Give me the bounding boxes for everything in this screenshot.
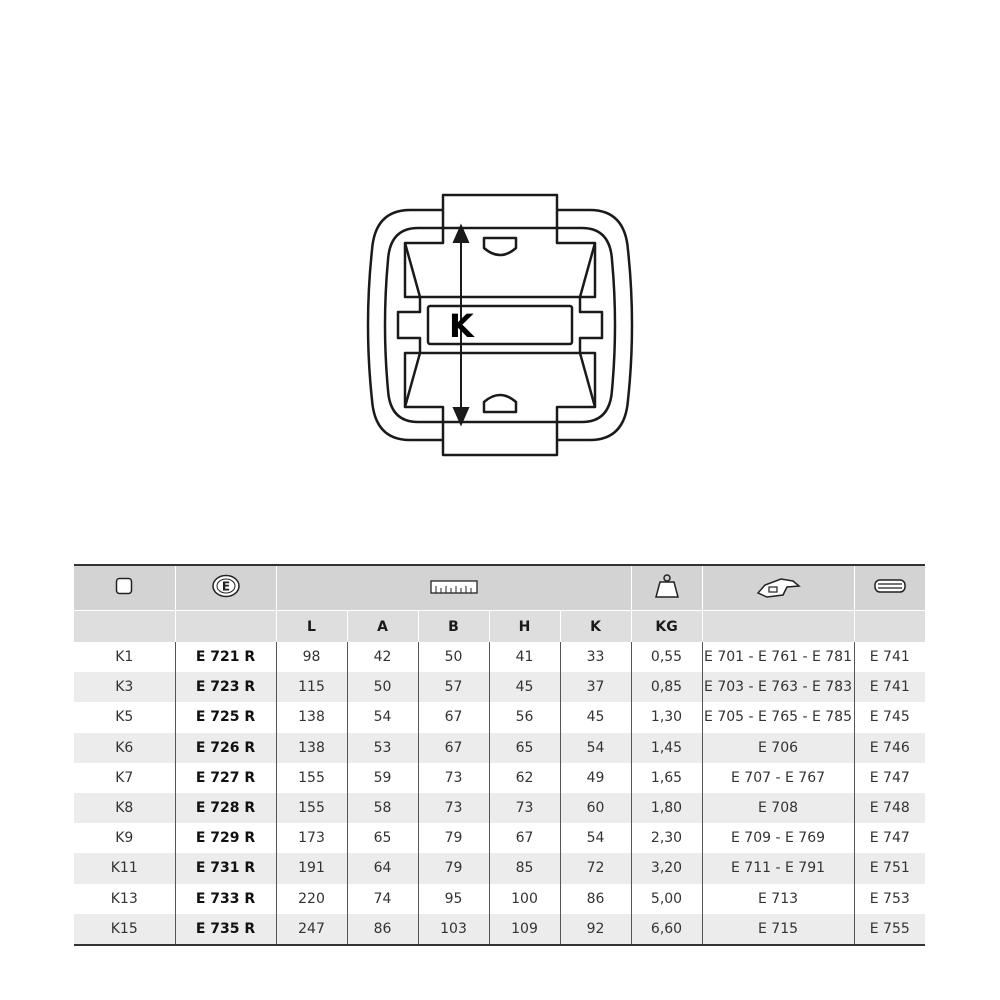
a-cell: 86 <box>347 914 418 945</box>
model-cell: K6 <box>74 733 175 763</box>
kg-cell: 0,85 <box>631 672 702 702</box>
weight-icon <box>655 573 679 603</box>
header-cell-dimensions <box>276 565 631 611</box>
top-plate <box>443 195 557 228</box>
model-cell: K13 <box>110 890 138 907</box>
pin-cell: E 755 <box>854 914 925 945</box>
adapter-cell: E 713 <box>702 884 854 914</box>
table-row <box>74 763 925 793</box>
b-cell: 103 <box>418 914 489 945</box>
l-cell: 98 <box>276 642 347 672</box>
a-cell: 59 <box>347 763 418 793</box>
code-cell: E 723 R <box>175 672 276 702</box>
a-cell: 74 <box>347 884 418 914</box>
kg-cell: 1,65 <box>631 763 702 793</box>
column-label-h: H <box>489 611 560 643</box>
kg-cell: 5,00 <box>631 884 702 914</box>
header-cell-code <box>175 565 276 611</box>
code-cell: E 733 R <box>175 884 276 914</box>
pin-cell: E 745 <box>854 702 925 732</box>
model-cell: K1 <box>115 649 134 666</box>
column-label-l: L <box>276 611 347 643</box>
l-cell: 138 <box>276 702 347 732</box>
a-cell: 65 <box>347 823 418 853</box>
h-cell: 85 <box>489 853 560 883</box>
l-cell: 155 <box>276 793 347 823</box>
table-row <box>74 672 925 702</box>
kg-cell: 1,30 <box>631 702 702 732</box>
adapter-cell: E 701 - E 761 - E 781 <box>702 642 854 672</box>
k-cell: 49 <box>560 763 631 793</box>
circle-e-icon <box>211 574 241 602</box>
model-cell: K7 <box>115 769 134 786</box>
k-cell: 92 <box>560 914 631 945</box>
h-cell: 73 <box>489 793 560 823</box>
bottom-slot <box>484 395 516 412</box>
column-label-row <box>74 611 925 643</box>
h-cell: 65 <box>489 733 560 763</box>
kg-cell: 0,55 <box>631 642 702 672</box>
pin-cell: E 753 <box>854 884 925 914</box>
header-cell-adapter <box>702 565 854 611</box>
b-cell: 73 <box>418 763 489 793</box>
pin-cell: E 741 <box>854 672 925 702</box>
table-body <box>74 642 925 945</box>
code-cell: E 726 R <box>175 733 276 763</box>
h-cell: 45 <box>489 672 560 702</box>
h-cell: 109 <box>489 914 560 945</box>
header-cell-weight <box>631 565 702 611</box>
kg-cell: 3,20 <box>631 853 702 883</box>
l-cell: 247 <box>276 914 347 945</box>
l-cell: 155 <box>276 763 347 793</box>
b-cell: 67 <box>418 733 489 763</box>
a-cell: 53 <box>347 733 418 763</box>
table-row <box>74 914 925 945</box>
b-cell: 95 <box>418 884 489 914</box>
b-cell: 50 <box>418 642 489 672</box>
spec-table <box>74 564 925 946</box>
kg-cell: 1,80 <box>631 793 702 823</box>
pin-cell: E 748 <box>854 793 925 823</box>
pin-cell: E 747 <box>854 763 925 793</box>
k-cell: 54 <box>560 823 631 853</box>
kg-cell: 1,45 <box>631 733 702 763</box>
pin-cell: E 741 <box>854 642 925 672</box>
code-cell: E 725 R <box>175 702 276 732</box>
a-cell: 50 <box>347 672 418 702</box>
adapter-cell: E 707 - E 767 <box>702 763 854 793</box>
k-cell: 33 <box>560 642 631 672</box>
kg-cell: 2,30 <box>631 823 702 853</box>
k-cell: 45 <box>560 702 631 732</box>
model-cell: K9 <box>115 830 134 847</box>
code-cell: E 728 R <box>175 793 276 823</box>
code-cell: E 735 R <box>175 914 276 945</box>
table-row <box>74 884 925 914</box>
column-label-k: K <box>560 611 631 643</box>
kg-cell: 6,60 <box>631 914 702 945</box>
model-cell: K3 <box>74 672 175 702</box>
model-cell: K15 <box>74 914 175 945</box>
pin-cell: E 747 <box>854 823 925 853</box>
table-row <box>74 702 925 732</box>
l-cell: 191 <box>276 853 347 883</box>
adapter-cell: E 706 <box>702 733 854 763</box>
k-cell: 54 <box>560 733 631 763</box>
b-cell: 79 <box>418 823 489 853</box>
code-cell: E 729 R <box>175 823 276 853</box>
adapter-cell: E 705 - E 765 - E 785 <box>702 702 854 732</box>
b-cell: 67 <box>418 702 489 732</box>
a-cell: 54 <box>347 702 418 732</box>
column-label-a: A <box>347 611 418 643</box>
l-cell: 220 <box>276 884 347 914</box>
h-cell: 41 <box>489 642 560 672</box>
svg-text:E: E <box>221 579 230 594</box>
table-row <box>74 853 925 883</box>
a-cell: 58 <box>347 793 418 823</box>
table-row <box>74 733 925 763</box>
pin-lock-icon <box>873 578 907 598</box>
code-cell: E 731 R <box>175 853 276 883</box>
code-cell: E 727 R <box>175 763 276 793</box>
adapter-cell: E 703 - E 763 - E 783 <box>702 672 854 702</box>
dimension-label-k: K <box>449 307 474 345</box>
adapter-cell: E 715 <box>702 914 854 945</box>
column-label-b: B <box>418 611 489 643</box>
adapter-cell: E 711 - E 791 <box>702 853 854 883</box>
b-cell: 57 <box>418 672 489 702</box>
column-label-kg: KG <box>631 611 702 643</box>
top-slot <box>484 238 516 255</box>
l-cell: 173 <box>276 823 347 853</box>
ruler-icon <box>430 579 478 598</box>
column-label <box>74 611 175 643</box>
icon-header-row <box>74 565 925 611</box>
a-cell: 64 <box>347 853 418 883</box>
k-cell: 72 <box>560 853 631 883</box>
h-cell: 62 <box>489 763 560 793</box>
column-label <box>854 611 925 643</box>
header-cell-pin <box>854 565 925 611</box>
a-cell: 42 <box>347 642 418 672</box>
pin-cell: E 746 <box>854 733 925 763</box>
k-cell: 37 <box>560 672 631 702</box>
b-cell: 73 <box>418 793 489 823</box>
k-cell: 60 <box>560 793 631 823</box>
bottom-plate <box>443 422 557 455</box>
column-label <box>702 611 854 643</box>
tooth-adapter-icon <box>755 573 801 603</box>
l-cell: 138 <box>276 733 347 763</box>
l-cell: 115 <box>276 672 347 702</box>
code-cell: E 721 R <box>175 642 276 672</box>
technical-drawing <box>355 190 655 465</box>
column-label <box>175 611 276 643</box>
h-cell: 100 <box>489 884 560 914</box>
table-row <box>74 642 925 672</box>
square-outline-icon <box>115 577 133 599</box>
b-cell: 79 <box>418 853 489 883</box>
h-cell: 67 <box>489 823 560 853</box>
model-cell: K5 <box>115 709 134 726</box>
adapter-cell: E 709 - E 769 <box>702 823 854 853</box>
k-cell: 86 <box>560 884 631 914</box>
pin-cell: E 751 <box>854 853 925 883</box>
adapter-cell: E 708 <box>702 793 854 823</box>
h-cell: 56 <box>489 702 560 732</box>
model-cell: K8 <box>74 793 175 823</box>
table-row <box>74 823 925 853</box>
header-cell-model <box>74 565 175 611</box>
table-row <box>74 793 925 823</box>
model-cell: K11 <box>74 853 175 883</box>
